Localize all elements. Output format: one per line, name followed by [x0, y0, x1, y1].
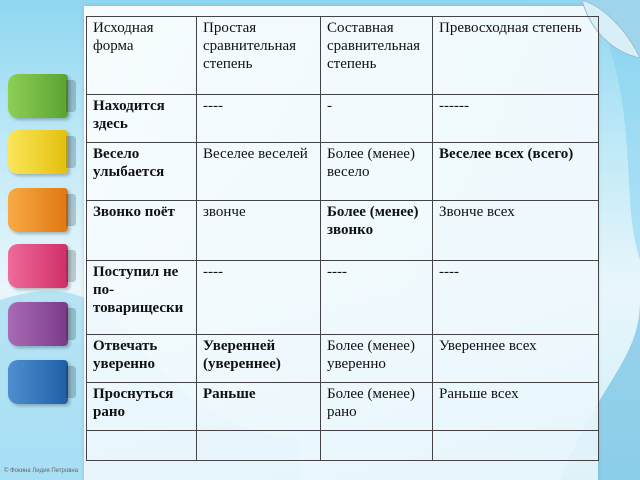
copyright-text: © Фокина Лидия Петровна — [4, 468, 79, 474]
table-cell: Раньше — [197, 383, 321, 431]
table-cell: Превосходная степень — [433, 17, 599, 95]
table-cell: Раньше всех — [433, 383, 599, 431]
table-cell — [87, 431, 197, 461]
table-row — [87, 17, 599, 95]
comparison-degrees-table — [86, 16, 599, 461]
table-cell: Составная сравнительная степень — [321, 17, 433, 95]
table-cell — [433, 431, 599, 461]
table-cell: ---- — [197, 261, 321, 335]
table-cell: Веселее веселей — [197, 143, 321, 201]
table-cell: ---- — [321, 261, 433, 335]
table-cell: Более (менее) звонко — [321, 201, 433, 261]
table-cell: ---- — [197, 95, 321, 143]
table-cell: Более (менее) весело — [321, 143, 433, 201]
table-cell — [197, 431, 321, 461]
table-cell: ---- — [433, 261, 599, 335]
table-row — [87, 383, 599, 431]
decorative-tabs — [0, 0, 80, 480]
table-cell: Более (менее) рано — [321, 383, 433, 431]
table-row — [87, 95, 599, 143]
yellow-tab — [8, 130, 68, 174]
table-cell: Звонче всех — [433, 201, 599, 261]
purple-tab — [8, 302, 68, 346]
table-cell: Находится здесь — [87, 95, 197, 143]
green-tab — [8, 74, 68, 118]
table-cell: звонче — [197, 201, 321, 261]
table-cell: Отвечать уверенно — [87, 335, 197, 383]
table-cell: Проснуться рано — [87, 383, 197, 431]
table-cell: - — [321, 95, 433, 143]
table-cell: Поступил не по-товарищески — [87, 261, 197, 335]
table-row — [87, 201, 599, 261]
table-cell: Простая сравнительная степень — [197, 17, 321, 95]
table-cell: Увереннее всех — [433, 335, 599, 383]
table-cell: Звонко поёт — [87, 201, 197, 261]
table-cell: Более (менее) уверенно — [321, 335, 433, 383]
table-cell: Веселее всех (всего) — [433, 143, 599, 201]
table-cell: Исходная форма — [87, 17, 197, 95]
table-cell: Уверенней (увереннее) — [197, 335, 321, 383]
table-row — [87, 335, 599, 383]
table-cell: Весело улыбается — [87, 143, 197, 201]
table-cell: ------ — [433, 95, 599, 143]
table-row — [87, 431, 599, 461]
table-row — [87, 143, 599, 201]
table-row — [87, 261, 599, 335]
orange-tab — [8, 188, 68, 232]
blue-tab — [8, 360, 68, 404]
pink-tab — [8, 244, 68, 288]
table-cell — [321, 431, 433, 461]
